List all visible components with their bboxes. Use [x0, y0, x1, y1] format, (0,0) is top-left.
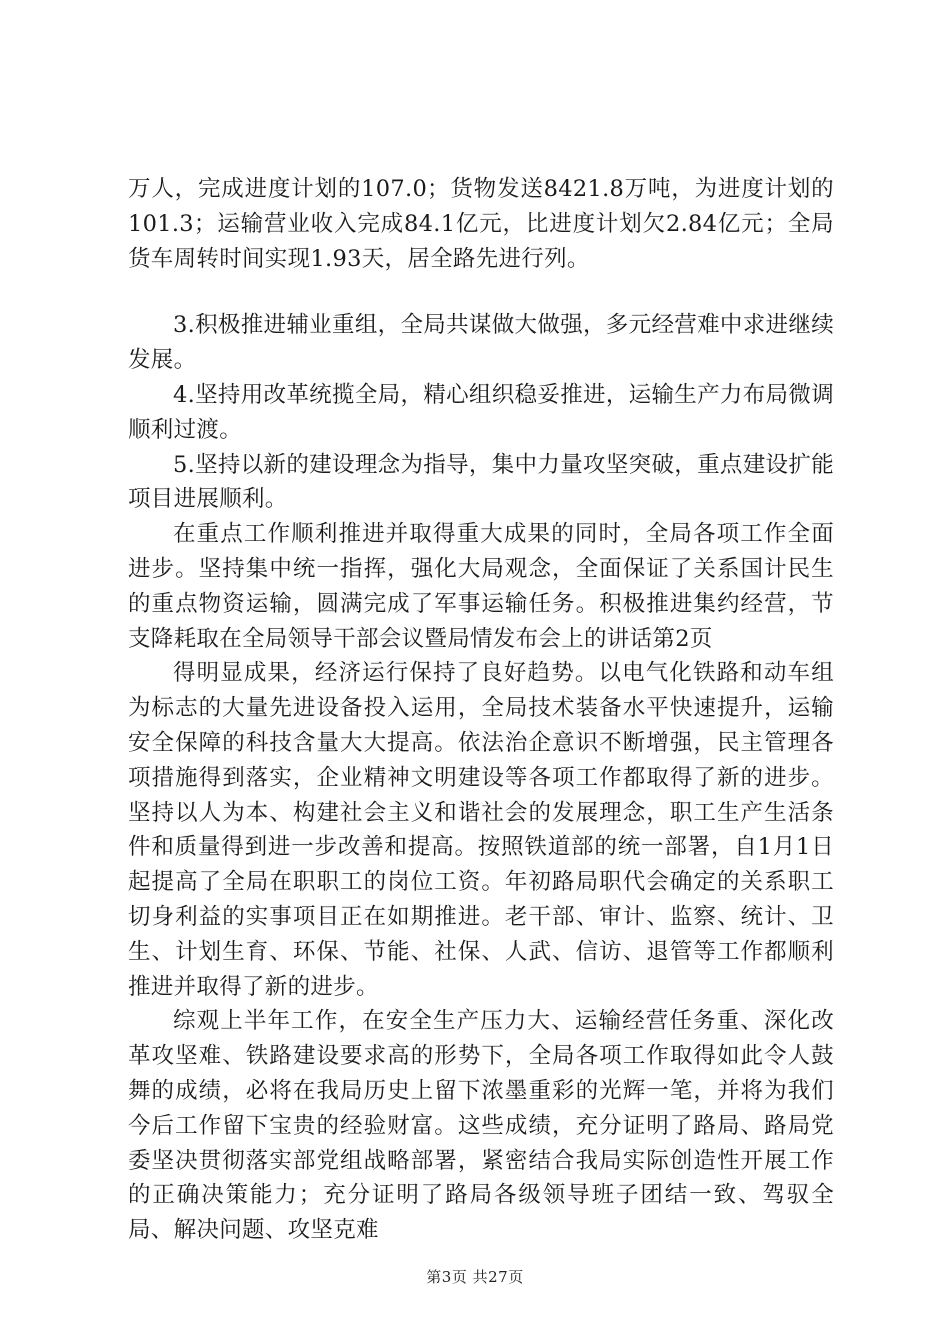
- paragraph-overall-progress: 在重点工作顺利推进并取得重大成果的同时，全局各项工作全面进步。坚持集中统一指挥，强化大局观念，全面保证了关系国计民生的重点物资运输，圆满完成了军事运输任务。积极推进集约经营，节支降耗取在全局领导干部会议暨局情发布会上的讲话第2页: [128, 521, 834, 652]
- page-number: 第3页 共27页: [426, 1268, 524, 1286]
- paragraph-summary: 综观上半年工作，在安全生产压力大、运输经营任务重、深化改革攻坚难、铁路建设要求高的形势下，全局各项工作取得如此令人鼓舞的成绩，必将在我局历史上留下浓墨重彩的光辉一笔，并将为我们今后工作留下宝贵的经验财富。这些成绩，充分证明了路局、路局党委坚决贯彻落实部党组战略部署，紧密结合我局实际创造性开展工作的正确决策能力；充分证明了路局各级领导班子团结一致、驾驭全局、解决问题、攻坚克难: [128, 1008, 834, 1244]
- document-body: [128, 172, 834, 1248]
- paragraph-continued-statistics: 万人，完成进度计划的107.0；货物发送8421.8万吨，为进度计划的101.3；运输营业收入完成84.1亿元，比进度计划欠2.84亿元；全局货车周转时间实现1.93天，居全路先进行列。: [128, 176, 834, 272]
- paragraph-item-3: 3.积极推进辅业重组，全局共谋做大做强，多元经营难中求进继续发展。: [128, 312, 834, 374]
- page-footer: [0, 1268, 950, 1286]
- paragraph-item-4: 4.坚持用改革统揽全局，精心组织稳妥推进，运输生产力布局微调顺利过渡。: [128, 381, 834, 443]
- paragraph-item-5: 5.坚持以新的建设理念为指导，集中力量攻坚突破，重点建设扩能项目进展顺利。: [128, 451, 834, 513]
- paragraph-gap: [128, 276, 834, 308]
- paragraph-achievements: 得明显成果，经济运行保持了良好趋势。以电气化铁路和动车组为标志的大量先进设备投入运用，全局技术装备水平快速提升，运输安全保障的科技含量大大提高。依法治企意识不断增强，民主管理各项措施得到落实，企业精神文明建设等各项工作都取得了新的进步。坚持以人为本、构建社会主义和谐社会的发展理念，职工生产生活条件和质量得到进一步改善和提高。按照铁道部的统一部署，自1月1日起提高了全局在职职工的岗位工资。年初路局职代会确定的关系职工切身利益的实事项目正在如期推进。老干部、审计、监察、统计、卫生、计划生育、环保、节能、社保、人武、信访、退管等工作都顺利推进并取得了新的进步。: [128, 660, 834, 1000]
